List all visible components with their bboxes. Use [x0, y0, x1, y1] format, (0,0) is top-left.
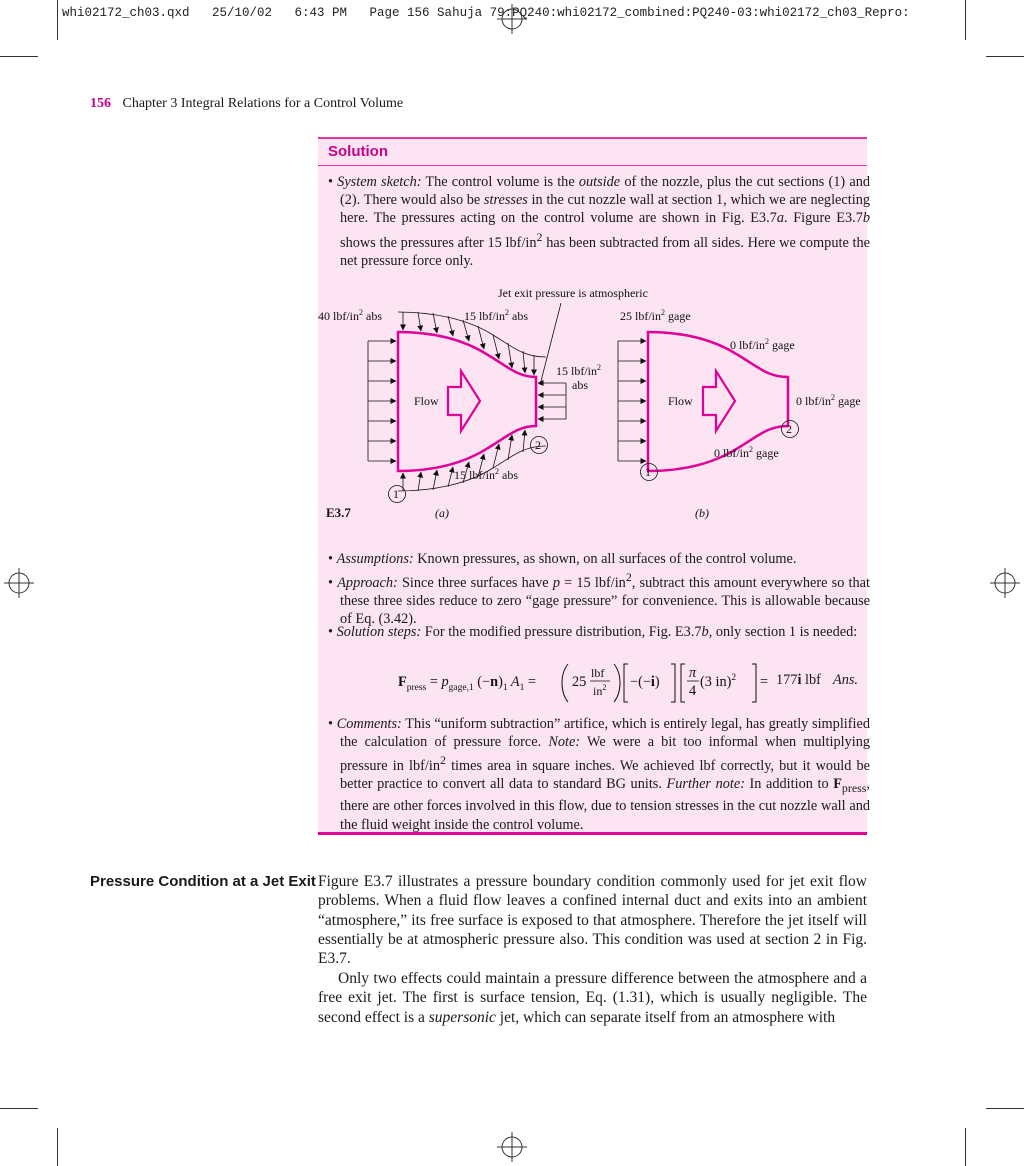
bottom-pressure-a: 15 lbf/$in^2$ abs	[454, 467, 518, 482]
section-paragraph-2: Only two effects could maintain a pressure difference between the atmosphere and a free exit jet. The first is surface tension, Eq. (1.31), which is usually negligible. The second effect is a supersonic jet, which can separate itself from an atmosphere with	[318, 970, 867, 1026]
crop-mark	[57, 1128, 58, 1166]
bullet-system-sketch: • System sketch: The control volume is the outside of the nozzle, plus the cut sections (1) and (2). There would also be stresses in the cut nozzle wall at section 1, which we are neglecting here. The pressures acting on the control volume are shown in Fig. E3.7a. Figure E3.7b shows the pressures after 15 lbf/$in^2$ has been subtracted from all sides. Here we compute the net pressure force only.	[328, 174, 871, 269]
caption-b: b	[699, 506, 705, 520]
chapter-title: Chapter 3 Integral Relations for a Control Volume	[122, 96, 404, 111]
svg-text:(b): (b)	[695, 506, 709, 520]
inlet-pressure-b: 25 lbf/$in^2$ gage	[620, 308, 691, 323]
svg-text:=: =	[760, 674, 769, 690]
section-1-label-a: 1	[393, 487, 399, 501]
exit-arrows-a	[538, 383, 566, 419]
svg-text:lbf: lbf	[591, 666, 605, 680]
bullet-assumptions: • Assumptions: Known pressures, as shown, on all surfaces of the control volume.	[328, 551, 797, 567]
inlet-arrows-a	[368, 341, 396, 461]
registration-mark-icon	[990, 568, 1020, 598]
equation-result: 177i lbf	[776, 672, 821, 688]
exit-pressure-b: 0 lbf/$in^2$ gage	[796, 393, 861, 408]
bullet-approach: • Approach: Since three surfaces have p = 15 lbf/$in^2$, subtract this amount everywhere so that these three sides reduce to zero “gage pressure” for convenience. This is allowable because of Eq. (3.42).	[328, 570, 870, 628]
crop-mark	[986, 56, 1024, 57]
svg-text:Fpress = pgage,1 (−n)1 A1 =: $F_{press} = p_{gage,1}$ $(-n)_1$ $A_1$ =	[398, 674, 537, 693]
jet-exit-note: Jet exit pressure is atmospheric	[498, 286, 648, 300]
crop-mark	[965, 1128, 966, 1166]
inlet-arrows-b	[618, 341, 646, 461]
svg-text:25: 25	[572, 674, 587, 690]
section-2-label-a: 2	[535, 438, 541, 452]
section-paragraph-1: Figure E3.7 illustrates a pressure boundary condition commonly used for jet exit flow problems. When a fluid flow leaves a confined internal duct and exits into an ambient “atmosphere,” its free surface is exposed to that atmosphere. Therefore the jet itself will essentially be at atmospheric pressure also. This condition was used at section 2 in Fig. E3.7.	[318, 873, 867, 968]
flow-label-b: Flow	[668, 394, 693, 408]
divider	[318, 165, 867, 166]
page-number: 156	[90, 96, 111, 111]
registration-mark-icon	[4, 568, 34, 598]
section-heading: Pressure Condition at a Jet Exit	[90, 873, 316, 890]
flow-arrow-icon-a	[448, 371, 480, 431]
flow-label-a: Flow	[414, 394, 439, 408]
top-pressure-a: 15 lbf/$in^2$ abs	[464, 308, 528, 323]
solution-title: Solution	[328, 143, 388, 160]
crop-mark	[986, 1108, 1024, 1109]
solution-panel	[318, 137, 871, 835]
section-1-label-b: 1	[645, 465, 651, 479]
registration-mark-icon	[497, 4, 527, 34]
svg-text:(3 in)2: (3 in)$^2$	[700, 673, 737, 690]
exit-pressure-unit-a: abs	[572, 378, 588, 392]
figure-label: E3.7	[326, 505, 351, 520]
svg-text:4: 4	[689, 683, 697, 699]
section-2-label-b: 2	[786, 422, 792, 436]
figure-e3-7	[318, 279, 867, 529]
svg-text:(a): (a)	[435, 506, 449, 520]
svg-text:π: π	[689, 665, 697, 681]
crop-mark	[0, 56, 38, 57]
exit-pressure-a: 15 lbf/$in^2$	[556, 363, 601, 378]
registration-mark-icon	[497, 1132, 527, 1162]
running-head	[90, 96, 403, 112]
bottom-pressure-b: 0 lbf/$in^2$ gage	[714, 445, 779, 460]
crop-mark	[0, 1108, 38, 1109]
inlet-pressure-a: 40 lbf/$in^2$ abs	[318, 308, 382, 323]
caption-a: a	[439, 506, 445, 520]
flow-arrow-icon-b	[703, 371, 735, 431]
bullet-solution-steps: • Solution steps: For the modified pressure distribution, Fig. E3.7b, only section 1 is needed:	[328, 624, 858, 640]
answer-label: Ans.	[832, 672, 858, 688]
top-pressure-b: 0 lbf/$in^2$ gage	[730, 337, 795, 352]
svg-text:−(−i): −(−i)	[630, 674, 660, 690]
svg-text:in2: $in^2$	[593, 683, 607, 698]
print-slug: whi02172_ch03.qxd 25/10/02 6:43 PM Page 156 Sahuja 79:PQ240:whi02172_combined:PQ240-03:whi02172_ch03_Repro:	[62, 6, 910, 20]
bullet-comments: • Comments: This “uniform subtraction” artifice, which is entirely legal, has greatly simplified the calculation of pressure force. Note: We were a bit too informal when multiplying pressure in lbf/$in^2$ times area in square inches. We achieved lbf correctly, but it would be better practice to convert all data to standard BG units. Further note: In addition to $F_{press}$, there are other forces involved in this flow, due to tension stresses in the cut nozzle wall and the fluid weight inside the control volume.	[328, 716, 870, 833]
crop-mark	[57, 0, 58, 40]
pressure-force-equation	[388, 658, 858, 704]
crop-mark	[965, 0, 966, 40]
